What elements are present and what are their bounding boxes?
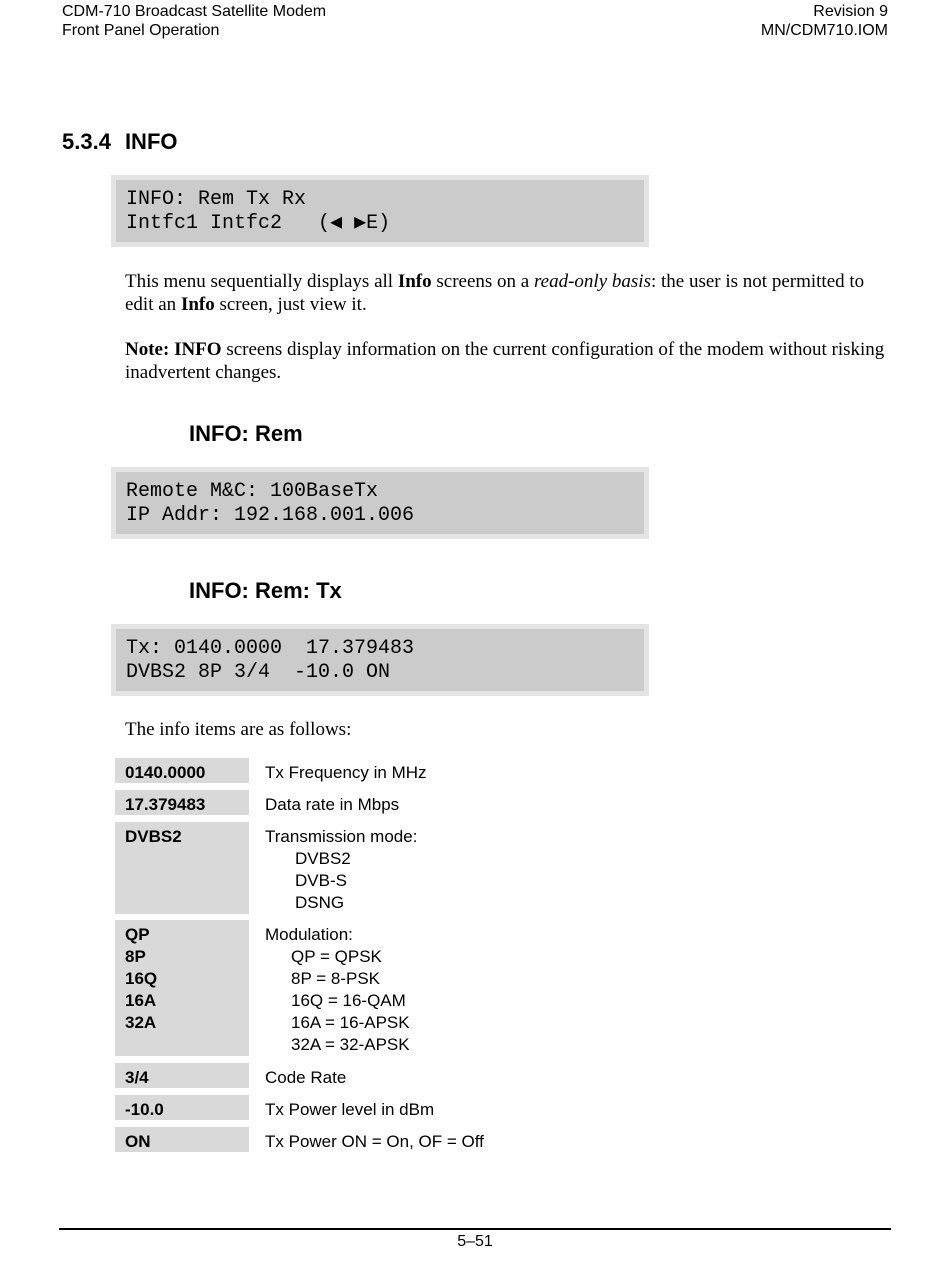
- option-text: 32A = 32-APSK: [291, 1035, 410, 1054]
- option-text: QP = QPSK: [291, 947, 382, 966]
- table-row: [115, 1063, 895, 1088]
- item-description: [265, 1063, 346, 1089]
- key-value: ON: [125, 1132, 151, 1151]
- lcd-line-1: Tx: 0140.0000 17.379483: [126, 637, 415, 660]
- doc-title: CDM-710 Broadcast Satellite Modem: [62, 3, 327, 20]
- table-row: [115, 1095, 895, 1120]
- section-number: 5.3.4: [62, 129, 111, 154]
- key-value: 0140.0000: [125, 763, 206, 782]
- option-text: 16Q = 16-QAM: [291, 991, 406, 1010]
- intro-paragraph: [125, 270, 895, 316]
- text-run: This menu sequentially displays all: [125, 271, 398, 292]
- lcd-line-2: Intfc1 Intfc2 (◀ ▶E): [126, 212, 391, 235]
- item-description: [265, 1127, 484, 1153]
- text-run: : the user is not permitted to edit an: [125, 271, 865, 315]
- option-text: DVBS2: [295, 849, 351, 868]
- description-text: Tx Frequency in MHz: [265, 763, 427, 782]
- text-run-bold: INFO: [174, 339, 222, 360]
- subsection-title-rem: INFO: Rem: [189, 421, 303, 446]
- description-text: Code Rate: [265, 1068, 347, 1087]
- description-text: Tx Power ON = On, OF = Off: [265, 1132, 484, 1151]
- revision: Revision 9: [813, 3, 888, 20]
- option-text: DVB-S: [295, 871, 347, 890]
- text-run-bold: Info: [180, 294, 215, 315]
- item-key: [115, 1127, 249, 1152]
- table-row: [115, 920, 895, 1056]
- table-row: [115, 758, 895, 783]
- item-key: [115, 822, 249, 914]
- lcd-screen: [116, 180, 644, 242]
- item-description: [265, 822, 417, 914]
- lcd-line-1: Remote M&C: 100BaseTx: [126, 480, 379, 503]
- note-paragraph: [125, 338, 895, 384]
- text-run: screens display information on the current configuration of the modem without risking inadvertent changes.: [125, 339, 885, 383]
- items-intro: The info items are as follows:: [125, 719, 352, 740]
- lcd-screen: [116, 472, 644, 534]
- lcd-display-rem-tx: [111, 624, 649, 696]
- item-key: [115, 1063, 249, 1088]
- text-run: screens on a: [431, 271, 534, 292]
- footer-divider: [59, 1228, 891, 1230]
- section-title: INFO: [124, 129, 178, 154]
- text-run-italic: read-only basis: [533, 271, 651, 292]
- table-row: [115, 790, 895, 815]
- key-value: -10.0: [125, 1100, 164, 1119]
- table-row: [115, 1127, 895, 1152]
- option-text: 16A = 16-APSK: [291, 1013, 410, 1032]
- note-label: Note:: [125, 339, 170, 360]
- item-description: [265, 920, 410, 1056]
- chapter-title: Front Panel Operation: [62, 22, 220, 39]
- lcd-line-2: IP Addr: 192.168.001.006: [126, 504, 415, 527]
- key-value: 32A: [125, 1013, 157, 1032]
- key-value: 8P: [125, 947, 146, 966]
- lcd-display-rem: [111, 467, 649, 539]
- lcd-display-info: [111, 175, 649, 247]
- section-heading: [62, 129, 178, 155]
- page-header-right: [761, 2, 888, 40]
- option-text: 8P = 8-PSK: [291, 969, 380, 988]
- text-run: screen, just view it.: [214, 294, 367, 315]
- key-value: DVBS2: [125, 827, 182, 846]
- description-text: Data rate in Mbps: [265, 795, 400, 814]
- lcd-line-2: DVBS2 8P 3/4 -10.0 ON: [126, 661, 391, 684]
- table-row: [115, 822, 895, 914]
- item-key: [115, 790, 249, 815]
- description-text: Transmission mode:: [265, 827, 418, 846]
- key-value: QP: [125, 925, 150, 944]
- key-value: 16Q: [125, 969, 158, 988]
- key-value: 17.379483: [125, 795, 206, 814]
- key-value: 3/4: [125, 1068, 149, 1087]
- doc-number: MN/CDM710.IOM: [760, 22, 888, 39]
- subsection-title-rem-tx: INFO: Rem: Tx: [189, 578, 342, 603]
- item-description: [265, 758, 427, 784]
- lcd-line-1: INFO: Rem Tx Rx: [126, 188, 307, 211]
- item-key: [115, 758, 249, 783]
- lcd-screen: [116, 629, 644, 691]
- item-key: [115, 920, 249, 1056]
- item-key: [115, 1095, 249, 1120]
- description-text: Tx Power level in dBm: [265, 1100, 435, 1119]
- page-header-left: [62, 2, 326, 40]
- option-text: DSNG: [295, 893, 345, 912]
- item-description: [265, 790, 399, 816]
- item-description: [265, 1095, 434, 1121]
- key-value: 16A: [125, 991, 157, 1010]
- description-text: Modulation:: [265, 925, 353, 944]
- page-number: 5–51: [457, 1233, 493, 1250]
- text-run-bold: Info: [397, 271, 432, 292]
